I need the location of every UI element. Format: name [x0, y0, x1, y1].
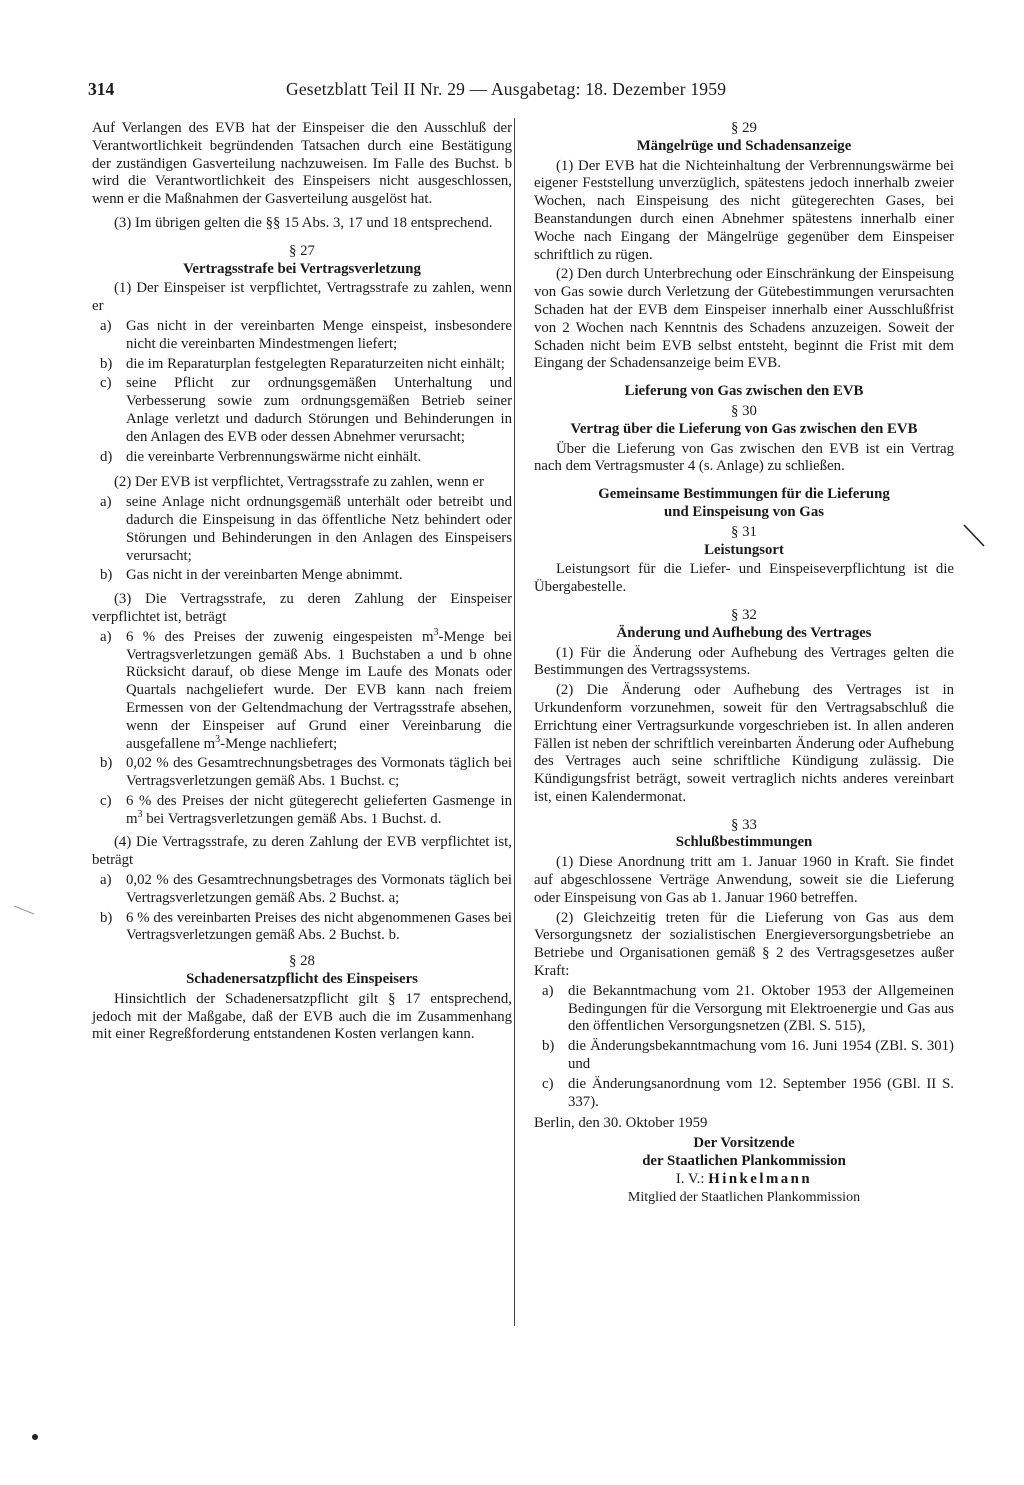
list-item [92, 872, 512, 908]
page-header [88, 78, 788, 100]
item-text: Gas nicht in der vereinbarten Menge einspeist, insbesondere nicht die vereinbarten Mindestmengen liefert; [126, 317, 512, 352]
paragraph: (2) Den durch Unterbrechung oder Einschränkung der Einspeisung von Gas sowie durch Verletzung der Gütebestimmungen verursachten Schaden hat der EVB dem Einspeiser innerhalb einer Ausschlußfrist von 2 Wochen nach Kenntnis des Schadens anzuzeigen. Soweit der Schaden nicht beim EVB selbst entsteht, beginnt die Frist mit dem Eingang der Schadensanzeige beim EVB. [534, 266, 954, 372]
part-heading: und Einspeisung von Gas [664, 503, 824, 520]
section-number: § 33 [731, 816, 757, 833]
signatory-name [534, 1171, 954, 1189]
item-label: a) [542, 982, 554, 999]
paragraph: (1) Für die Änderung oder Aufhebung des Vertrages gelten die Bestimmungen des Vertragssystems. [534, 644, 954, 679]
list [92, 626, 512, 829]
item-text: 0,02 % des Gesamtrechnungsbetrages des Vormonats täglich bei Vertragsverletzungen gemäß Abs. 2 Buchst. a; [126, 872, 512, 906]
text-run: 6 % des Preises der nicht gütegerecht gelieferten Gasmenge in m [126, 792, 512, 827]
list-item [92, 356, 512, 374]
item-text [126, 626, 512, 754]
section-title: Vertrag über die Lieferung von Gas zwischen den EVB [570, 420, 918, 437]
section-title: Vertragsstrafe bei Vertragsverletzung [183, 260, 421, 277]
left-column [92, 120, 512, 1046]
signature-place-date: Berlin, den 30. Oktober 1959 [534, 1115, 708, 1132]
item-label: a) [100, 317, 112, 334]
item-text [126, 793, 512, 829]
scan-mark-icon [960, 522, 990, 552]
column-divider [514, 118, 515, 1326]
item-text: 0,02 % des Gesamtrechnungsbetrages des Vormonats täglich bei Vertragsverletzungen gemäß Abs. 1 Buchst. c; [126, 755, 512, 790]
section-number: § 31 [731, 523, 757, 540]
signatory-title: der Staatlichen Plankommission [642, 1153, 846, 1170]
item-label: a) [100, 872, 112, 889]
section-number: § 32 [731, 606, 757, 623]
part-heading: Gemeinsame Bestimmungen für die Lieferung [598, 486, 890, 503]
section-title: Leistungsort [704, 541, 784, 558]
paragraph: Auf Verlangen des EVB hat der Einspeiser die den Ausschluß der Verantwortlichkeit begründenden Tatsachen durch eine Bestätigung der zuständigen Gasverteilung nachzuweisen. Im Falle des Buchst. b wird die Verantwortlichkeit des Einspeisers nicht ausgeschlossen, wenn er die Maßnahmen der Gasverteilung ausgelöst hat. [92, 120, 512, 208]
list [92, 872, 512, 945]
page-number: 314 [88, 79, 115, 99]
item-text: seine Anlage nicht ordnungsgemäß unterhält oder betreibt und dadurch die Einspeisung in das öffentliche Netz behindert oder Störungen und Behinderungen in den Anlagen des Einspeisers verursacht; [126, 494, 512, 564]
paragraph: (1) Diese Anordnung tritt am 1. Januar 1960 in Kraft. Sie findet auf abgeschlossene Verträge Anwendung, soweit sie die Lieferung oder Einspeisung von Gas ab 1. Januar 1960 betreffen. [534, 854, 954, 906]
item-label: b) [100, 909, 113, 926]
item-label: b) [100, 355, 113, 372]
paragraph: Hinsichtlich der Schadenersatzpflicht gilt § 17 entsprechend, jedoch mit der Maßgabe, daß der EVB auch die im Zusammenhang mit einer Regreßforderung entstandenen Kosten verlangen kann. [92, 990, 512, 1043]
paragraph: (3) Im übrigen gelten die §§ 15 Abs. 3, 17 und 18 entsprechend. [114, 214, 493, 231]
list-item [534, 1038, 954, 1074]
section-title: Mängelrüge und Schadensanzeige [636, 137, 852, 154]
item-text: 6 % des vereinbarten Preises des nicht abgenommenen Gases bei Vertragsverletzungen gemäß Abs. 2 Buchst. b. [126, 909, 512, 944]
paragraph: (4) Die Vertragsstrafe, zu deren Zahlung der EVB verpflichtet ist, beträgt [92, 834, 512, 869]
item-label: a) [100, 628, 112, 645]
signatory-prefix: I. V.: [675, 1170, 709, 1187]
running-title: Gesetzblatt Teil II Nr. 29 — Ausgabetag: 18. Dezember 1959 [286, 79, 727, 99]
superscript: 3 [433, 626, 439, 638]
section-title: Schadenersatzpflicht des Einspeisers [186, 971, 418, 988]
paragraph: (1) Der Einspeiser ist verpflichtet, Vertragsstrafe zu zahlen, wenn er [92, 280, 512, 315]
text-run: 6 % des Preises der zuwenig eingespeisten m [126, 628, 434, 645]
item-text: seine Pflicht zur ordnungsgemäßen Unterhaltung und Verbesserung sowie zum ordnungsgemäßen Betrieb seiner Anlage verletzt und dadurch Störungen und Behinderungen in den Anlagen des EVB oder dessen Abnehmer verursacht; [126, 375, 512, 445]
item-label: b) [542, 1038, 555, 1055]
section-title: Schlußbestimmungen [675, 834, 813, 851]
text-run: -Menge bei Vertragsverletzungen gemäß Abs. 1 Buchstaben a und b ohne Rücksicht darauf, ob diese Menge im Laufe des Monats oder Quartals nachgeliefert wurde. Der EVB kann nach freiem Ermessen von der Geltendmachung der Vertragsstrafe absehen, wenn der Einspeiser auf Grund einer Vereinbarung die ausgefallene m [126, 628, 512, 752]
paragraph: Über die Lieferung von Gas zwischen den EVB ist ein Vertrag nach dem Vertragsmuster 4 (s. Anlage) zu schließen. [534, 440, 954, 475]
list-item [92, 449, 512, 467]
section-number: § 28 [289, 953, 315, 970]
list-item [534, 1076, 954, 1112]
text-run: -Menge nachliefert; [220, 735, 338, 752]
paragraph: (1) Der EVB hat die Nichteinhaltung der Verbrennungswärme bei eigener Feststellung unverzüglich, spätestens jedoch innerhalb zweier Wochen, nach Einspeisung des nicht gütegerechten Gases, bei Beanstandungen durch einen Abnehmer spätestens innerhalb einer Woche nach Eingang der Mängelrüge gegenüber dem Einspeiser schriftlich zu rügen. [534, 157, 954, 263]
item-text: die im Reparaturplan festgelegten Reparaturzeiten nicht einhält; [126, 355, 505, 372]
list [92, 318, 512, 466]
superscript: 3 [215, 733, 221, 745]
list-item [92, 626, 512, 754]
item-label: d) [100, 448, 113, 465]
list-item [92, 910, 512, 946]
section-number: § 29 [731, 120, 757, 136]
list [534, 983, 954, 1112]
item-text: die Änderungsbekanntmachung vom 16. Juni 1954 (ZBl. S. 301) und [568, 1038, 954, 1073]
scan-smudge-icon [10, 900, 40, 920]
part-heading: Lieferung von Gas zwischen den EVB [624, 383, 864, 400]
list-item [92, 567, 512, 585]
paragraph: (3) Die Vertragsstrafe, zu deren Zahlung der Einspeiser verpflichtet ist, beträgt [92, 591, 512, 625]
item-label: c) [542, 1075, 554, 1092]
list-item [92, 755, 512, 791]
list-item [92, 494, 512, 565]
paragraph: (2) Die Änderung oder Aufhebung des Vertrages ist in Urkundenform vorzunehmen, soweit für den Vertragsabschluß die Errichtung einer Vertragsurkunde vorgeschrieben ist. In allen anderen Fällen ist neben der schriftlich vereinbarten Änderung oder Aufhebung des Vertrages auch seine schriftliche Kündigung zulässig. Die Kündigungsfrist beträgt, soweit vertraglich nichts anderes vereinbart ist, einen Kalendermonat. [534, 682, 954, 805]
section-number: § 27 [289, 242, 315, 259]
item-text: die Bekanntmachung vom 21. Oktober 1953 der Allgemeinen Bedingungen für die Versorgung mit Elektroenergie und Gas aus den öffentlichen Versorgungsnetzen (ZBl. S. 515), [568, 982, 954, 1035]
list-item [92, 793, 512, 829]
list [92, 494, 512, 585]
item-text: Gas nicht in der vereinbarten Menge abnimmt. [126, 567, 403, 584]
item-label: a) [100, 494, 112, 511]
paragraph: (2) Der EVB ist verpflichtet, Vertragsstrafe zu zahlen, wenn er [114, 474, 484, 491]
list-item [534, 983, 954, 1036]
item-label: b) [100, 755, 113, 772]
item-label: b) [100, 567, 113, 584]
section-title: Änderung und Aufhebung des Vertrages [616, 624, 872, 641]
scan-dot-icon [30, 1432, 40, 1442]
signatory-role: Mitglied der Staatlichen Plankommission [627, 1189, 861, 1205]
item-text: die Änderungsanordnung vom 12. September 1956 (GBl. II S. 337). [568, 1075, 954, 1110]
text-run: bei Vertragsverletzungen gemäß Abs. 1 Buchst. d. [142, 810, 442, 827]
section-number: § 30 [731, 402, 757, 419]
superscript: 3 [137, 808, 143, 820]
signatory-surname: Hinkelmann [708, 1170, 813, 1187]
list-item [92, 375, 512, 446]
item-label: c) [100, 792, 112, 809]
paragraph: Leistungsort für die Liefer- und Einspeiseverpflichtung ist die Übergabestelle. [534, 561, 954, 596]
right-column [534, 120, 954, 1206]
item-label: c) [100, 375, 112, 392]
paragraph: (2) Gleichzeitig treten für die Lieferung von Gas aus dem Versorgungsnetz der sozialistischen Energieversorgungsbetriebe an Betriebe und Organisationen gemäß § 2 des Vertragsgesetzes außer Kraft: [534, 909, 954, 980]
list-item [92, 318, 512, 354]
signatory-title: Der Vorsitzende [693, 1135, 795, 1152]
item-text: die vereinbarte Verbrennungswärme nicht einhält. [126, 448, 422, 465]
